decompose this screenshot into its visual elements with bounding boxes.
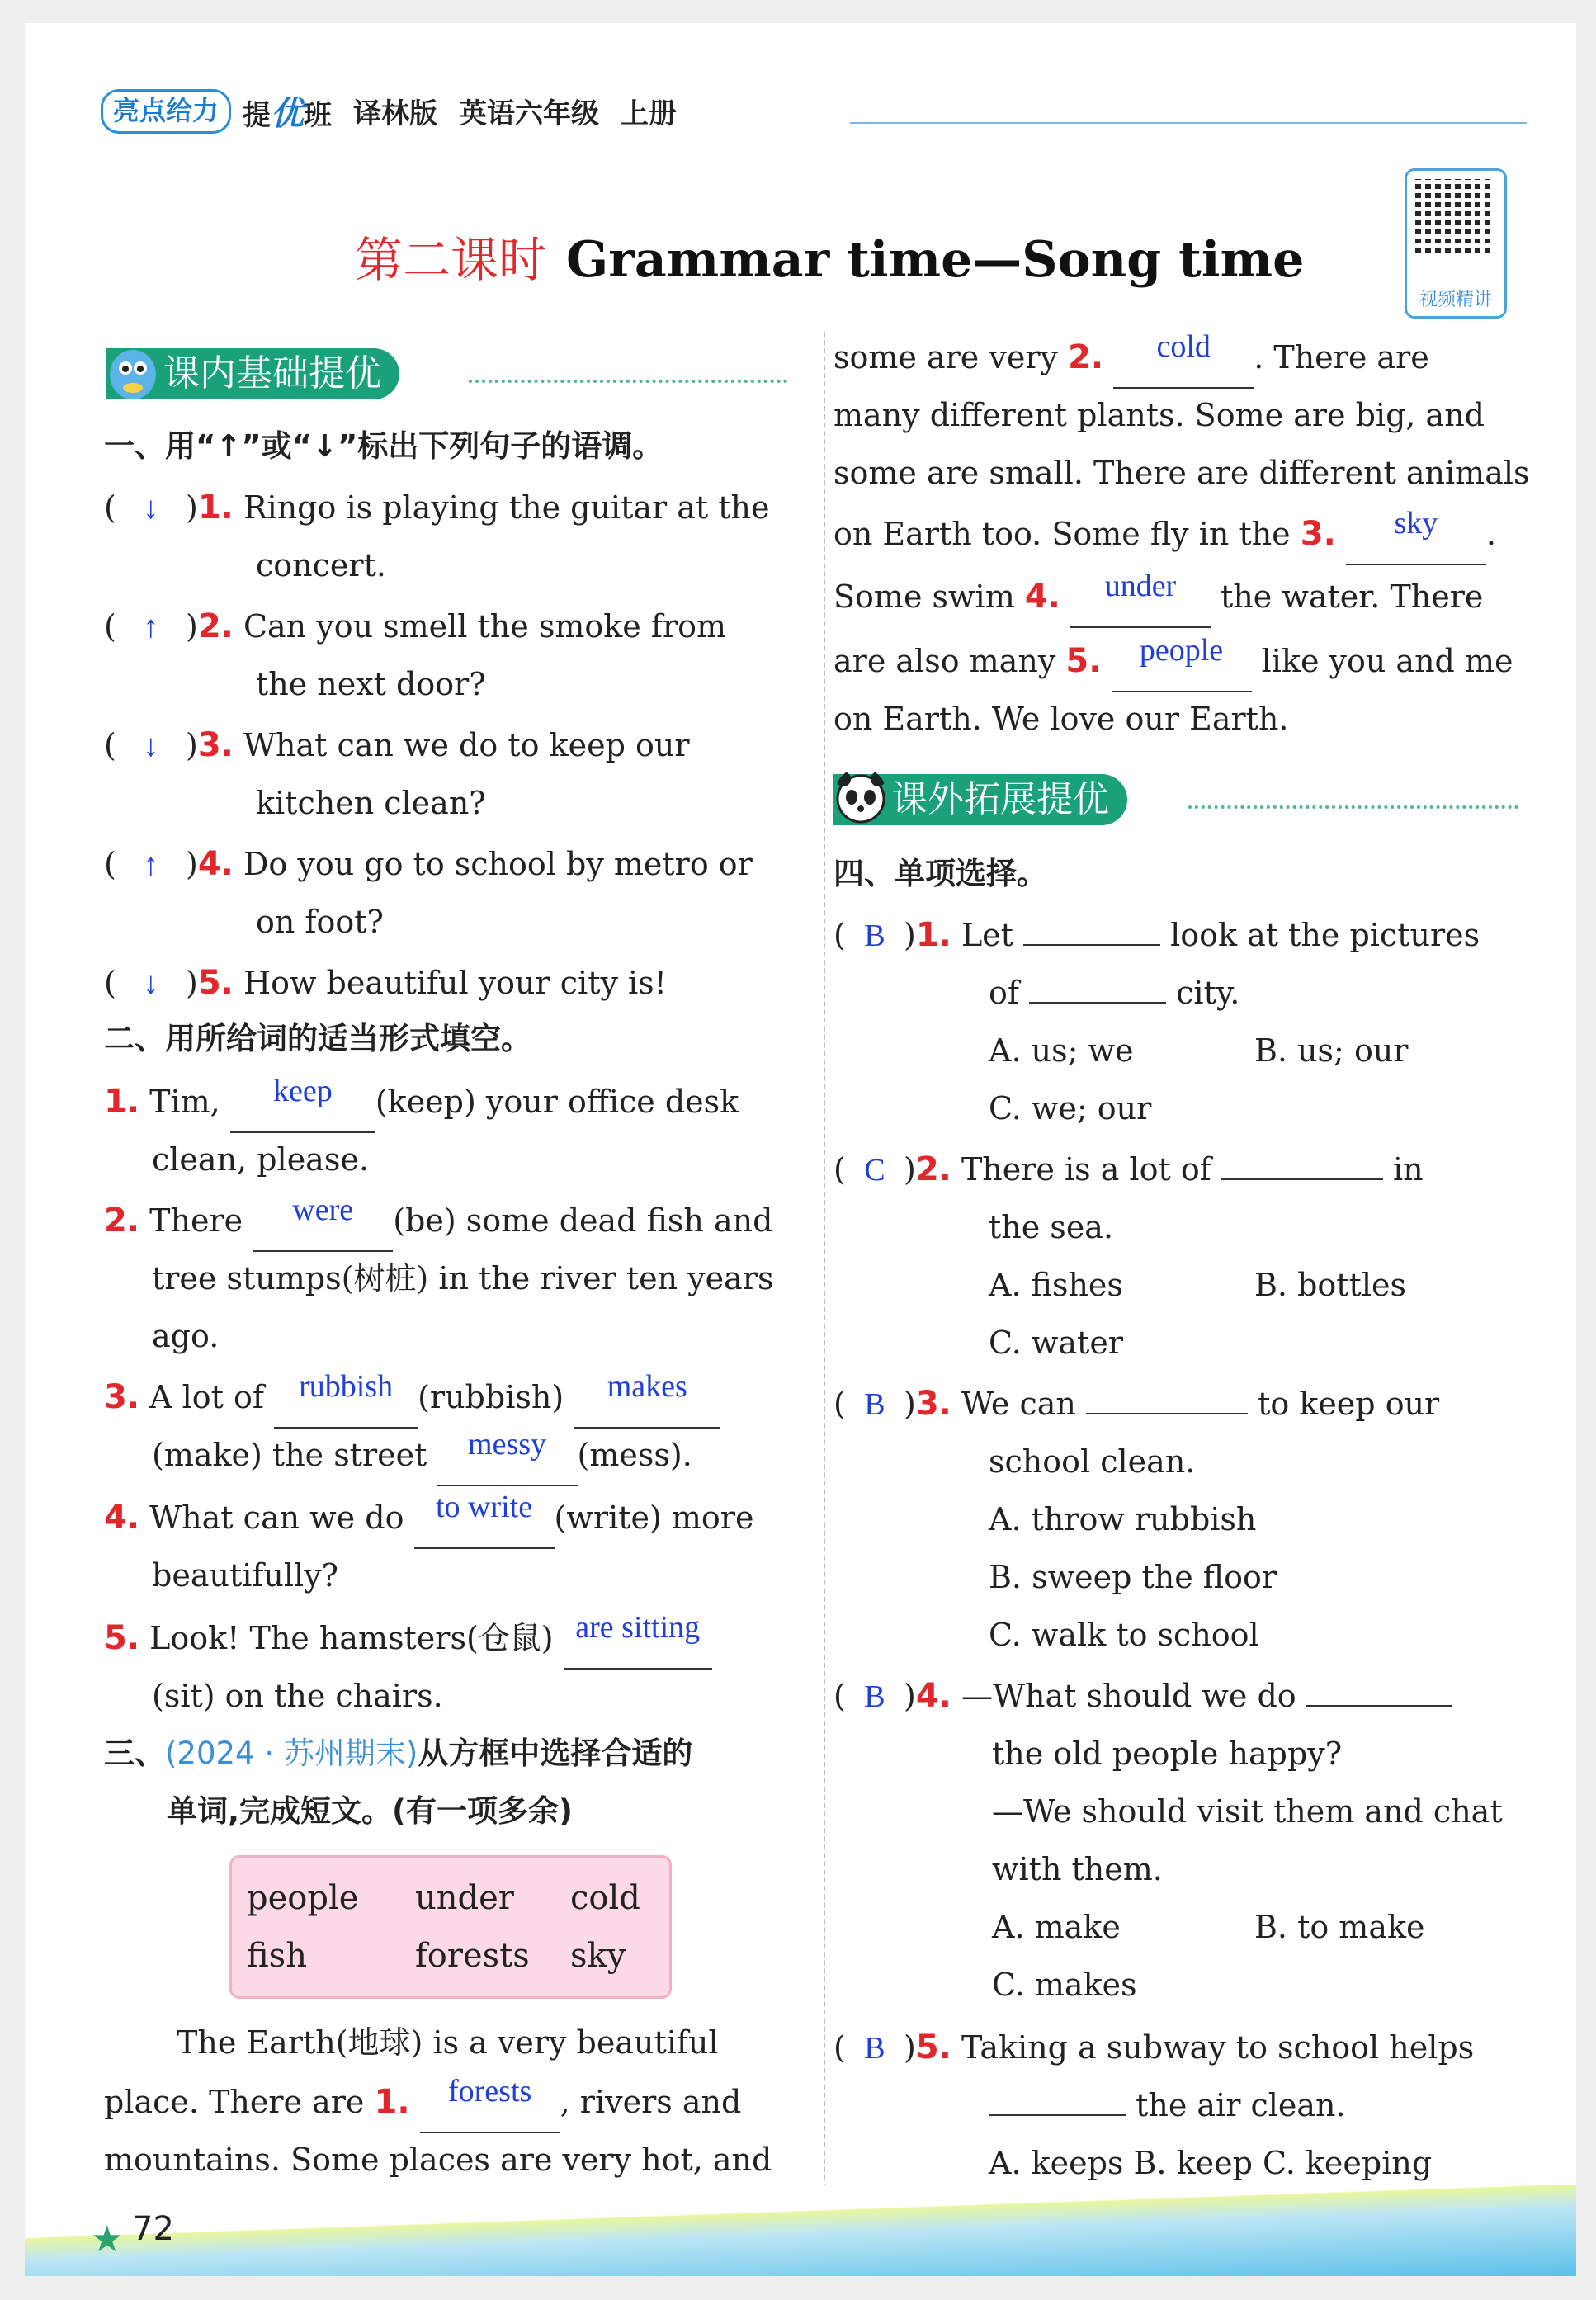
passage-line: are also many 5. people like you and me <box>833 632 1513 692</box>
section-4-heading: 四、单项选择。 <box>833 856 1047 891</box>
passage-line: on Earth. We love our Earth. <box>833 701 1289 737</box>
word: fish <box>247 1937 307 1975</box>
dotted-rule <box>1188 805 1518 809</box>
column-divider <box>824 332 825 2189</box>
mc-2: ( C )2. There is a lot of in <box>833 1150 1424 1188</box>
answer: ↓ <box>143 491 159 526</box>
volume: 上册 <box>621 97 678 130</box>
option-b: B. sweep the floor <box>989 1559 1277 1595</box>
page-number: 72 <box>132 2210 174 2248</box>
mc-4-cont: with them. <box>992 1851 1163 1887</box>
qr-code[interactable] <box>1405 168 1507 319</box>
brand-logo: 亮点给力 <box>101 89 231 134</box>
word: forests <box>415 1937 530 1975</box>
q2-1: 1. Tim, keep (keep) your office desk <box>104 1073 739 1133</box>
q2-4-cont: beautifully? <box>152 1557 339 1594</box>
q1-3: ( ↓ )3. What can we do to keep our <box>104 716 690 775</box>
option-a: A. fishes <box>989 1267 1123 1303</box>
subject: 英语六年级 <box>459 97 600 130</box>
q1-3-cont: kitchen clean? <box>256 785 486 821</box>
mc-3: ( B )3. We can to keep our <box>833 1385 1440 1423</box>
mc-1-cont: of city. <box>989 975 1240 1011</box>
section-banner-extension <box>833 774 1127 825</box>
panda-icon <box>833 767 888 829</box>
answer: ↓ <box>143 966 159 1001</box>
answer: ↑ <box>143 848 159 882</box>
option-c: C. makes <box>992 1967 1137 2003</box>
option-a: A. throw rubbish <box>989 1501 1257 1537</box>
q1-2: ( ↑ )2. Can you smell the smoke from <box>104 597 726 656</box>
section-1-heading: 一、用“↑”或“↓”标出下列句子的语调。 <box>104 428 663 464</box>
q2-3-cont: (make) the street messy (mess). <box>152 1426 692 1486</box>
footer-wave <box>25 2185 1576 2276</box>
q1-1-cont: concert. <box>256 547 386 583</box>
page-header <box>101 87 677 135</box>
lesson-title: 第二课时 Grammar time—Song time <box>355 231 1305 289</box>
dotted-rule <box>469 380 787 383</box>
passage-line: some are small. There are different animals <box>833 455 1530 491</box>
word-box <box>229 1855 672 1999</box>
passage-line: many different plants. Some are big, and <box>833 397 1485 433</box>
q1-1: ( ↓ )1. Ringo is playing the guitar at the <box>104 479 770 537</box>
section-3-heading-cont: 单词,完成短文。(有一项多余) <box>167 1793 573 1829</box>
mc-1: ( B )1. Let look at the pictures <box>833 916 1480 954</box>
option-c: C. walk to school <box>989 1617 1259 1653</box>
mc-4-cont: the old people happy? <box>992 1736 1343 1772</box>
q2-2-cont: tree stumps(树桩) in the river ten years <box>152 1260 774 1296</box>
passage-line: The Earth(地球) is a very beautiful <box>177 2024 719 2061</box>
passage-line: place. There are 1. forests , rivers and <box>104 2073 741 2133</box>
passage-line: some are very 2. cold . There are <box>833 328 1429 389</box>
banner-label: 课外拓展提优 <box>833 774 1127 825</box>
mc-4-cont: —We should visit them and chat <box>992 1793 1503 1830</box>
option-c: C. we; our <box>989 1090 1152 1126</box>
section-2-heading: 二、用所给词的适当形式填空。 <box>104 1021 531 1056</box>
edition: 译林版 <box>353 97 438 130</box>
mc-4: ( B )4. —What should we do <box>833 1667 1452 1726</box>
word: people <box>247 1879 359 1917</box>
mc-5-cont: the air clean. <box>989 2076 1346 2134</box>
option-a: A. us; we <box>989 1032 1134 1069</box>
series-name: 提优班 <box>243 95 333 133</box>
workbook-page <box>25 23 1576 2276</box>
option-b: B. us; our <box>1254 1032 1409 1069</box>
passage-line: mountains. Some places are very hot, and <box>104 2142 772 2178</box>
option-a: A. make <box>992 1909 1121 1945</box>
q2-1-cont: clean, please. <box>152 1141 369 1178</box>
q1-5: ( ↓ )5. How beautiful your city is! <box>104 954 667 1013</box>
word: cold <box>570 1879 640 1917</box>
mc-5: ( B )5. Taking a subway to school helps <box>833 2028 1475 2066</box>
q2-3: 3. A lot of rubbish (rubbish) makes <box>104 1368 720 1429</box>
qr-label: 视频精讲 <box>1419 290 1492 310</box>
q2-5-cont: (sit) on the chairs. <box>152 1678 443 1714</box>
q2-4: 4. What can we do to write (write) more <box>104 1489 753 1549</box>
q1-2-cont: the next door? <box>256 666 486 702</box>
q2-2: 2. There were (be) some dead fish and <box>104 1192 772 1252</box>
q2-2-cont2: ago. <box>152 1318 220 1354</box>
section-banner-in-class <box>106 348 399 399</box>
option-b: B. to make <box>1254 1909 1425 1945</box>
passage-line: on Earth too. Some fly in the 3. sky . <box>833 505 1496 565</box>
word: sky <box>570 1937 626 1975</box>
answer: ↑ <box>143 610 159 645</box>
q1-4-cont: on foot? <box>256 904 384 940</box>
mc-5-options: A. keeps B. keep C. keeping <box>989 2145 1433 2181</box>
header-rule <box>850 122 1527 124</box>
q2-5: 5. Look! The hamsters(仓鼠) are sitting <box>104 1609 712 1670</box>
mc-2-cont: the sea. <box>989 1209 1114 1245</box>
answer: ↓ <box>143 729 159 763</box>
option-c: C. water <box>989 1325 1123 1361</box>
q1-4: ( ↑ )4. Do you go to school by metro or <box>104 835 753 894</box>
qr-pattern <box>1415 179 1493 257</box>
word: under <box>415 1879 514 1917</box>
option-b: B. bottles <box>1254 1267 1406 1303</box>
star-icon: ★ <box>91 2218 124 2260</box>
mc-3-cont: school clean. <box>989 1443 1196 1480</box>
banner-label: 课内基础提优 <box>106 348 399 399</box>
mascot-icon <box>106 342 160 403</box>
section-3-heading: 三、(2024 · 苏州期末)从方框中选择合适的 <box>104 1736 693 1771</box>
passage-line: Some swim 4. under the water. There <box>833 568 1483 628</box>
